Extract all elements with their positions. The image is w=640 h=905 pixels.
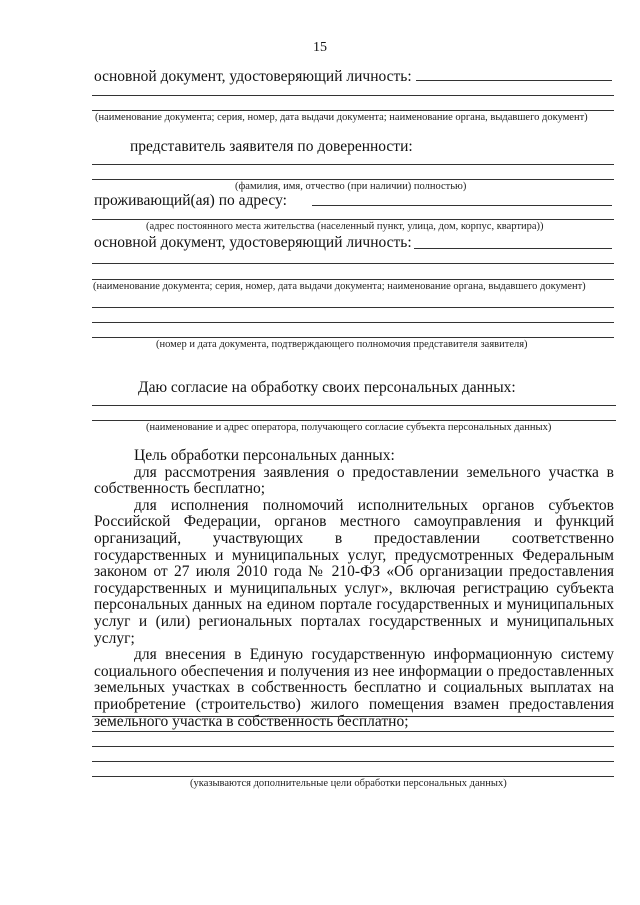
operator-line-2[interactable]	[92, 420, 616, 421]
representative-document-line-3[interactable]	[92, 279, 614, 280]
representative-label: представитель заявителя по доверенности:	[130, 138, 413, 155]
identity-document-line-3[interactable]	[92, 110, 614, 111]
extra-purpose-caption: (указываются дополнительные цели обработки персональных данных)	[190, 778, 507, 789]
representative-name-line-2[interactable]	[92, 179, 614, 180]
residence-address-line-2[interactable]	[92, 219, 614, 220]
residence-address-label: проживающий(ая) по адресу:	[94, 192, 287, 209]
identity-document-field[interactable]	[416, 80, 612, 81]
extra-purpose-line-5[interactable]	[92, 776, 614, 777]
representative-name-line-1[interactable]	[92, 164, 614, 165]
identity-document-line-2[interactable]	[92, 95, 614, 96]
authority-document-caption: (номер и дата документа, подтверждающего полномочия представителя заявителя)	[156, 339, 528, 350]
page-number: 15	[313, 40, 327, 55]
extra-purpose-line-3[interactable]	[92, 746, 614, 747]
representative-name-caption: (фамилия, имя, отчество (при наличии) полностью)	[235, 181, 467, 192]
processing-purposes	[94, 448, 614, 730]
representative-document-label: основной документ, удостоверяющий личность:	[94, 234, 412, 251]
extra-purpose-line-1[interactable]	[92, 716, 614, 717]
extra-purpose-line-4[interactable]	[92, 761, 614, 762]
identity-document-caption: (наименование документа; серия, номер, дата выдачи документа; наименование органа, выдавшего документ)	[95, 112, 588, 123]
representative-document-caption: (наименование документа; серия, номер, дата выдачи документа; наименование органа, выдавшего документ)	[93, 281, 586, 292]
purpose-paragraph-2: для исполнения полномочий исполнительных органов субъектов Российской Федерации, органов местного самоуправления и функций организаций, участвующих в предоставлении соответственно государственных и муниципальных услуг, предусмотренных Федеральным законом от 27 июля 2010 года № 210-ФЗ «Об организации предоставления государственных и муниципальных услуг», включая регистрацию субъекта персональных данных на едином портале государственных и муниципальных услуг и (или) региональных порталах государственных и муниципальных услуг;	[94, 496, 614, 647]
purpose-paragraph-1: для рассмотрения заявления о предоставлении земельного участка в собственность бесплатно;	[94, 463, 614, 498]
residence-address-field[interactable]	[312, 205, 612, 206]
operator-line-1[interactable]	[92, 405, 616, 406]
purposes-heading: Цель обработки персональных данных:	[134, 447, 395, 464]
authority-document-line-2[interactable]	[92, 322, 614, 323]
representative-document-field[interactable]	[414, 248, 612, 249]
consent-label: Даю согласие на обработку своих персональных данных:	[138, 379, 516, 396]
authority-document-line-1[interactable]	[92, 307, 614, 308]
authority-document-line-3[interactable]	[92, 337, 614, 338]
residence-address-caption: (адрес постоянного места жительства (населенный пункт, улица, дом, корпус, квартира))	[146, 221, 544, 232]
purpose-paragraph-3: для внесения в Единую государственную информационную систему социального обеспечения и получения из нее информации о предоставленных земельных участках в собственность бесплатно и социальных выплатах на приобретение (строительство) жилого помещения взамен предоставления земельного участка в собственность бесплатно;	[94, 646, 614, 730]
operator-caption: (наименование и адрес оператора, получающего согласие субъекта персональных данных)	[146, 422, 552, 433]
representative-document-line-2[interactable]	[92, 263, 614, 264]
extra-purpose-line-2[interactable]	[92, 731, 614, 732]
identity-document-label: основной документ, удостоверяющий личность:	[94, 68, 412, 85]
